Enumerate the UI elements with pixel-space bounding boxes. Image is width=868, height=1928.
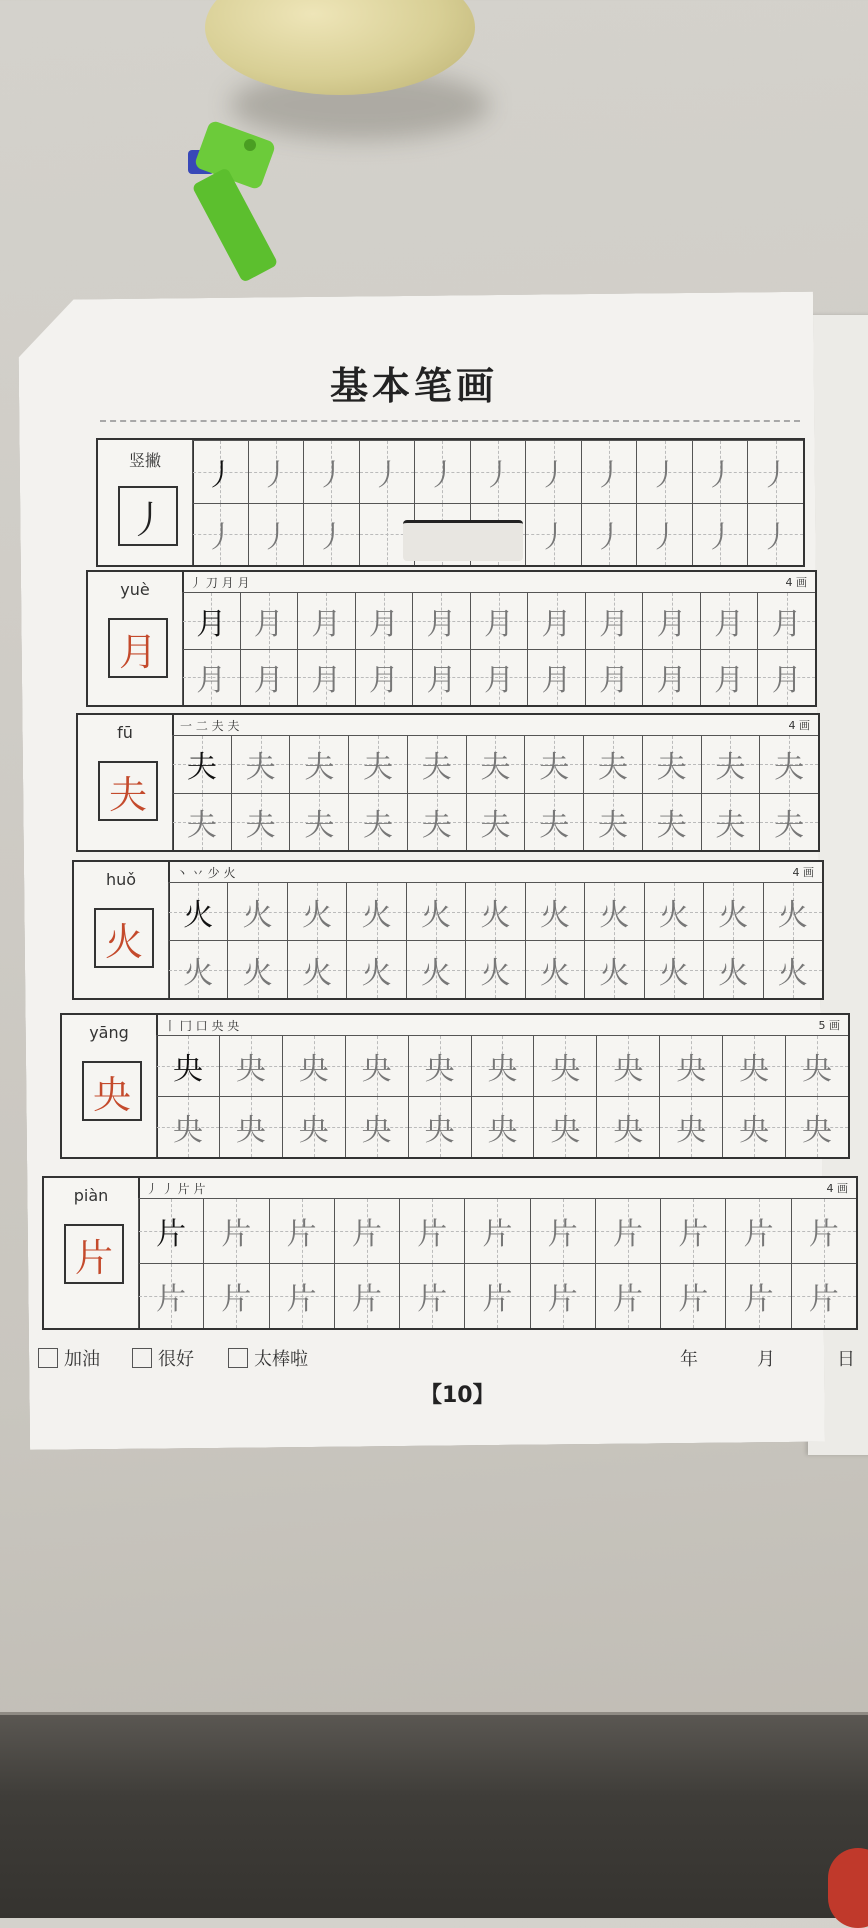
grid-cell: 丿 [581,440,637,503]
grid-cell [355,592,413,649]
practice-character: 月 [311,606,342,642]
grid-cell [464,1198,529,1263]
practice-character: 月 [656,606,687,642]
grid-cell [346,882,405,940]
grid-cell [412,592,470,649]
section-label [88,572,184,705]
grid-cell [596,1035,659,1096]
practice-character: 片 [351,1217,382,1252]
practice-character: 央 [361,1052,392,1087]
grid-cell [703,882,762,940]
grid-cell [172,735,231,793]
practice-character: 火 [539,897,570,933]
practice-character: 片 [286,1282,317,1317]
practice-character: 央 [802,1113,833,1148]
practice-character: 月 [599,606,630,642]
practice-character: 火 [777,897,808,933]
divider [100,420,800,422]
grid-cell [524,735,583,793]
section-huo [72,860,824,1000]
practice-character: 央 [613,1113,644,1148]
practice-character: 央 [676,1052,707,1087]
practice-character: 央 [613,1052,644,1087]
practice-character: 夫 [363,807,394,843]
practice-character: 月 [541,606,572,642]
pinyin: fū [117,723,133,742]
practice-character: 片 [678,1217,709,1252]
section-label [78,715,174,850]
practice-character: 片 [547,1282,578,1317]
practice-character: 火 [599,955,630,991]
grid-cell [240,649,298,706]
grid-cell [406,882,465,940]
date-day: 日 [837,1349,855,1370]
practice-character: 片 [808,1282,839,1317]
practice-character: 火 [599,897,630,933]
grid-cell: 丿 [303,503,359,566]
practice-character: 夫 [539,807,570,843]
grid-cell [644,882,703,940]
grid-cell [289,793,348,851]
practice-character: 央 [550,1113,581,1148]
grid-cell [596,1096,659,1157]
page-title: 基本笔画 [330,363,499,408]
practice-grid [138,1198,856,1328]
rating-good[interactable] [132,1345,194,1371]
practice-character: 月 [771,606,802,642]
section-label [98,440,194,565]
practice-character: 火 [183,897,214,933]
grid-cell [763,882,822,940]
building-block-toy [180,120,300,290]
practice-character: 央 [424,1052,455,1087]
practice-character: 片 [286,1217,317,1252]
pinyin: yuè [120,580,150,599]
grid-cell [399,1198,464,1263]
practice-character: 夫 [480,750,511,786]
grid-cell [471,1035,534,1096]
grid-cell [465,882,524,940]
stroke-order: 丶 丷 少 火 [176,866,236,880]
practice-character: 月 [368,663,399,699]
practice-character: 片 [613,1282,644,1317]
grid-cell [525,940,584,998]
grid-cell: 丿 [636,503,692,566]
grid-cell [346,940,405,998]
practice-character: 片 [417,1217,448,1252]
practice-character: 月 [253,663,284,699]
practice-character: 片 [743,1217,774,1252]
practice-character: 片 [482,1282,513,1317]
practice-character: 片 [743,1282,774,1317]
practice-character: 片 [613,1217,644,1252]
torn-hole [403,520,523,561]
section-label [74,862,170,998]
grid-cell [791,1198,856,1263]
practice-character: 央 [487,1113,518,1148]
grid-cell [757,592,815,649]
practice-character: 片 [417,1282,448,1317]
grid-cell [282,1096,345,1157]
practice-character: 片 [482,1217,513,1252]
practice-character: 片 [678,1282,709,1317]
practice-character: 月 [368,606,399,642]
practice-character: 月 [311,663,342,699]
grid-cell [660,1263,725,1328]
practice-character: 火 [718,897,749,933]
grid-cell: 丿 [303,440,359,503]
practice-character: 月 [253,606,284,642]
grid-cell [287,882,346,940]
practice-character: 月 [426,606,457,642]
practice-character: 夫 [715,807,746,843]
grid-cell [722,1096,785,1157]
rating-excellent[interactable] [38,1345,100,1371]
practice-character: 月 [196,663,227,699]
grid-cell: 丿 [692,503,748,566]
pinyin: huǒ [105,870,137,889]
grid-cell [203,1263,268,1328]
practice-grid [172,735,818,850]
practice-character: 片 [351,1282,382,1317]
practice-character: 片 [156,1282,187,1317]
stroke-order: 丿 刀 月 月 [190,576,250,590]
practice-character: 央 [298,1113,329,1148]
grid-cell [763,940,822,998]
page-number: 【10】 [420,1383,495,1408]
grid-cell [464,1263,529,1328]
pinyin: piàn [73,1186,109,1205]
grid-cell [227,882,286,940]
grid-cell [583,793,642,851]
grid-cell [642,649,700,706]
practice-character: 夫 [363,750,394,786]
grid-cell [785,1035,848,1096]
grid-cell [471,1096,534,1157]
grid-cell [725,1263,790,1328]
grid-cell [701,793,760,851]
grid-cell [219,1035,282,1096]
practice-character: 月 [541,663,572,699]
grid-cell [660,1198,725,1263]
grid-cell [168,882,227,940]
grid-cell [407,793,466,851]
grid-cell [725,1198,790,1263]
stroke-count: 4 画 [788,719,810,732]
grid-cell [644,940,703,998]
practice-character: 火 [480,955,511,991]
model-character: 央 [82,1061,142,1121]
practice-character: 火 [421,897,452,933]
practice-character: 夫 [421,807,452,843]
grid-cell [269,1263,334,1328]
grid-cell [345,1096,408,1157]
stroke-order: 丨 冂 口 央 央 [164,1019,240,1033]
grid-cell [231,793,290,851]
practice-character: 夫 [245,750,276,786]
practice-character: 央 [298,1052,329,1087]
grid-cell [345,1035,408,1096]
practice-character: 片 [156,1217,187,1252]
grid-cell: 丿 [192,440,248,503]
grid-cell [533,1096,596,1157]
grid-cell: 丿 [192,503,248,566]
grid-cell [297,649,355,706]
practice-character: 夫 [597,750,628,786]
grid-cell [138,1263,203,1328]
practice-character: 夫 [656,750,687,786]
practice-character: 片 [547,1217,578,1252]
practice-character: 火 [361,955,392,991]
grid-cell [584,882,643,940]
practice-character: 火 [242,955,273,991]
practice-character: 火 [183,955,214,991]
grid-cell [703,940,762,998]
grid-cell: 丿 [525,503,581,566]
grid-cell: 丿 [692,440,748,503]
floor [0,1715,868,1918]
practice-character: 夫 [656,807,687,843]
practice-character: 央 [550,1052,581,1087]
grid-cell [584,940,643,998]
practice-character: 火 [421,955,452,991]
practice-character: 火 [302,955,333,991]
model-character: 月 [108,618,168,678]
practice-character: 夫 [304,807,335,843]
grid-cell: 丿 [359,440,415,503]
grid-cell [156,1096,219,1157]
grid-cell [287,940,346,998]
grid-cell [530,1263,595,1328]
practice-character: 夫 [421,750,452,786]
grid-cell [406,940,465,998]
practice-character: 央 [487,1052,518,1087]
grid-cell: 丿 [470,440,526,503]
grid-cell [407,735,466,793]
practice-character: 月 [483,606,514,642]
section-fu [76,713,820,852]
rating-label: 加油 [64,1349,100,1370]
practice-character: 片 [808,1217,839,1252]
practice-character: 央 [739,1113,770,1148]
stroke-count: 4 画 [792,866,814,879]
practice-character: 火 [361,897,392,933]
grid-cell: 丿 [525,440,581,503]
grid-cell [231,735,290,793]
grid-cell [138,1198,203,1263]
grid-cell: 丿 [581,503,637,566]
stroke-count: 5 画 [818,1019,840,1032]
practice-grid [168,882,822,998]
rating-label: 太棒啦 [254,1349,308,1370]
practice-character: 央 [676,1113,707,1148]
practice-character: 夫 [597,807,628,843]
model-character: 夫 [98,761,158,821]
checkbox[interactable] [132,1348,152,1368]
red-object [828,1848,868,1928]
practice-character: 月 [656,663,687,699]
grid-cell [156,1035,219,1096]
grid-cell: 丿 [248,503,304,566]
grid-cell [466,735,525,793]
grid-cell [722,1035,785,1096]
practice-character: 月 [426,663,457,699]
grid-cell [182,649,240,706]
practice-character: 夫 [774,807,805,843]
grid-cell [466,793,525,851]
practice-character: 片 [221,1282,252,1317]
grid-cell [203,1198,268,1263]
grid-cell [348,735,407,793]
grid-cell [334,1198,399,1263]
practice-character: 夫 [715,750,746,786]
grid-cell [269,1198,334,1263]
practice-character: 央 [235,1113,266,1148]
grid-cell: 丿 [636,440,692,503]
grid-cell [791,1263,856,1328]
grid-cell [348,793,407,851]
grid-cell [399,1263,464,1328]
grid-cell [585,592,643,649]
section-label [62,1015,158,1157]
practice-character: 火 [658,897,689,933]
pinyin: 竖撇 [128,451,161,470]
grid-cell [595,1198,660,1263]
section-yang [60,1013,850,1159]
grid-cell [583,735,642,793]
checkbox[interactable] [228,1348,248,1368]
grid-cell [759,793,818,851]
grid-cell [297,592,355,649]
practice-character: 火 [302,897,333,933]
practice-character: 夫 [480,807,511,843]
grid-cell [527,592,585,649]
practice-character: 央 [235,1052,266,1087]
practice-character: 火 [242,897,273,933]
grid-cell [659,1035,722,1096]
stroke-order: 丿 丿 片 片 [146,1182,206,1196]
section-yue [86,570,817,707]
grid-cell [527,649,585,706]
grid-cell: 丿 [248,440,304,503]
rating-label: 很好 [158,1349,194,1370]
grid-cell [182,592,240,649]
grid-cell [642,592,700,649]
practice-character: 夫 [774,750,805,786]
checkbox[interactable] [38,1348,58,1368]
grid-cell [785,1096,848,1157]
grid-cell [700,649,758,706]
practice-character: 央 [424,1113,455,1148]
practice-character: 月 [714,606,745,642]
date-year: 年 [680,1349,698,1370]
stroke-order: 一 二 夫 夫 [180,719,240,733]
grid-cell [289,735,348,793]
grid-cell [585,649,643,706]
grid-cell [595,1263,660,1328]
grid-cell [172,793,231,851]
grid-cell [227,940,286,998]
practice-character: 夫 [186,807,217,843]
stroke-count: 4 画 [826,1182,848,1195]
grid-cell [530,1198,595,1263]
grid-cell [470,649,528,706]
practice-grid [156,1035,848,1157]
practice-character: 央 [739,1052,770,1087]
grid-cell [465,940,524,998]
grid-cell [701,735,760,793]
grid-cell [219,1096,282,1157]
practice-character: 火 [480,897,511,933]
practice-character: 夫 [539,750,570,786]
stroke-count: 4 画 [785,576,807,589]
practice-character: 央 [802,1052,833,1087]
practice-character: 月 [771,663,802,699]
practice-character: 火 [658,955,689,991]
practice-character: 央 [172,1113,203,1148]
practice-character: 片 [221,1217,252,1252]
grid-cell [757,649,815,706]
practice-character: 月 [196,606,227,642]
grid-cell [282,1035,345,1096]
practice-character: 月 [714,663,745,699]
grid-cell: 丿 [414,440,470,503]
grid-cell [168,940,227,998]
practice-grid [182,592,815,705]
grid-cell [524,793,583,851]
grid-cell [408,1035,471,1096]
practice-character: 月 [599,663,630,699]
grid-cell: 丿 [747,503,803,566]
practice-character: 夫 [245,807,276,843]
grid-cell [334,1263,399,1328]
section-pian [42,1176,858,1330]
practice-character: 央 [172,1052,203,1087]
grid-cell [408,1096,471,1157]
grid-cell [642,735,701,793]
grid-cell [355,649,413,706]
grid-cell [700,592,758,649]
practice-character: 火 [539,955,570,991]
practice-character: 火 [777,955,808,991]
practice-character: 央 [361,1113,392,1148]
grid-cell [642,793,701,851]
practice-character: 火 [718,955,749,991]
grid-cell [759,735,818,793]
model-character: 片 [64,1224,124,1284]
grid-cell [470,592,528,649]
model-character: 火 [94,908,154,968]
section-label [44,1178,140,1328]
grid-cell [659,1096,722,1157]
grid-cell [533,1035,596,1096]
practice-character: 夫 [304,750,335,786]
model-character: 丿 [118,486,178,546]
practice-character: 夫 [186,750,217,786]
grid-cell [240,592,298,649]
grid-cell [525,882,584,940]
grid-cell: 丿 [747,440,803,503]
grid-cell [412,649,470,706]
date-month: 月 [757,1349,775,1370]
pinyin: yāng [89,1023,129,1042]
rating-great[interactable] [228,1345,308,1371]
practice-character: 月 [483,663,514,699]
